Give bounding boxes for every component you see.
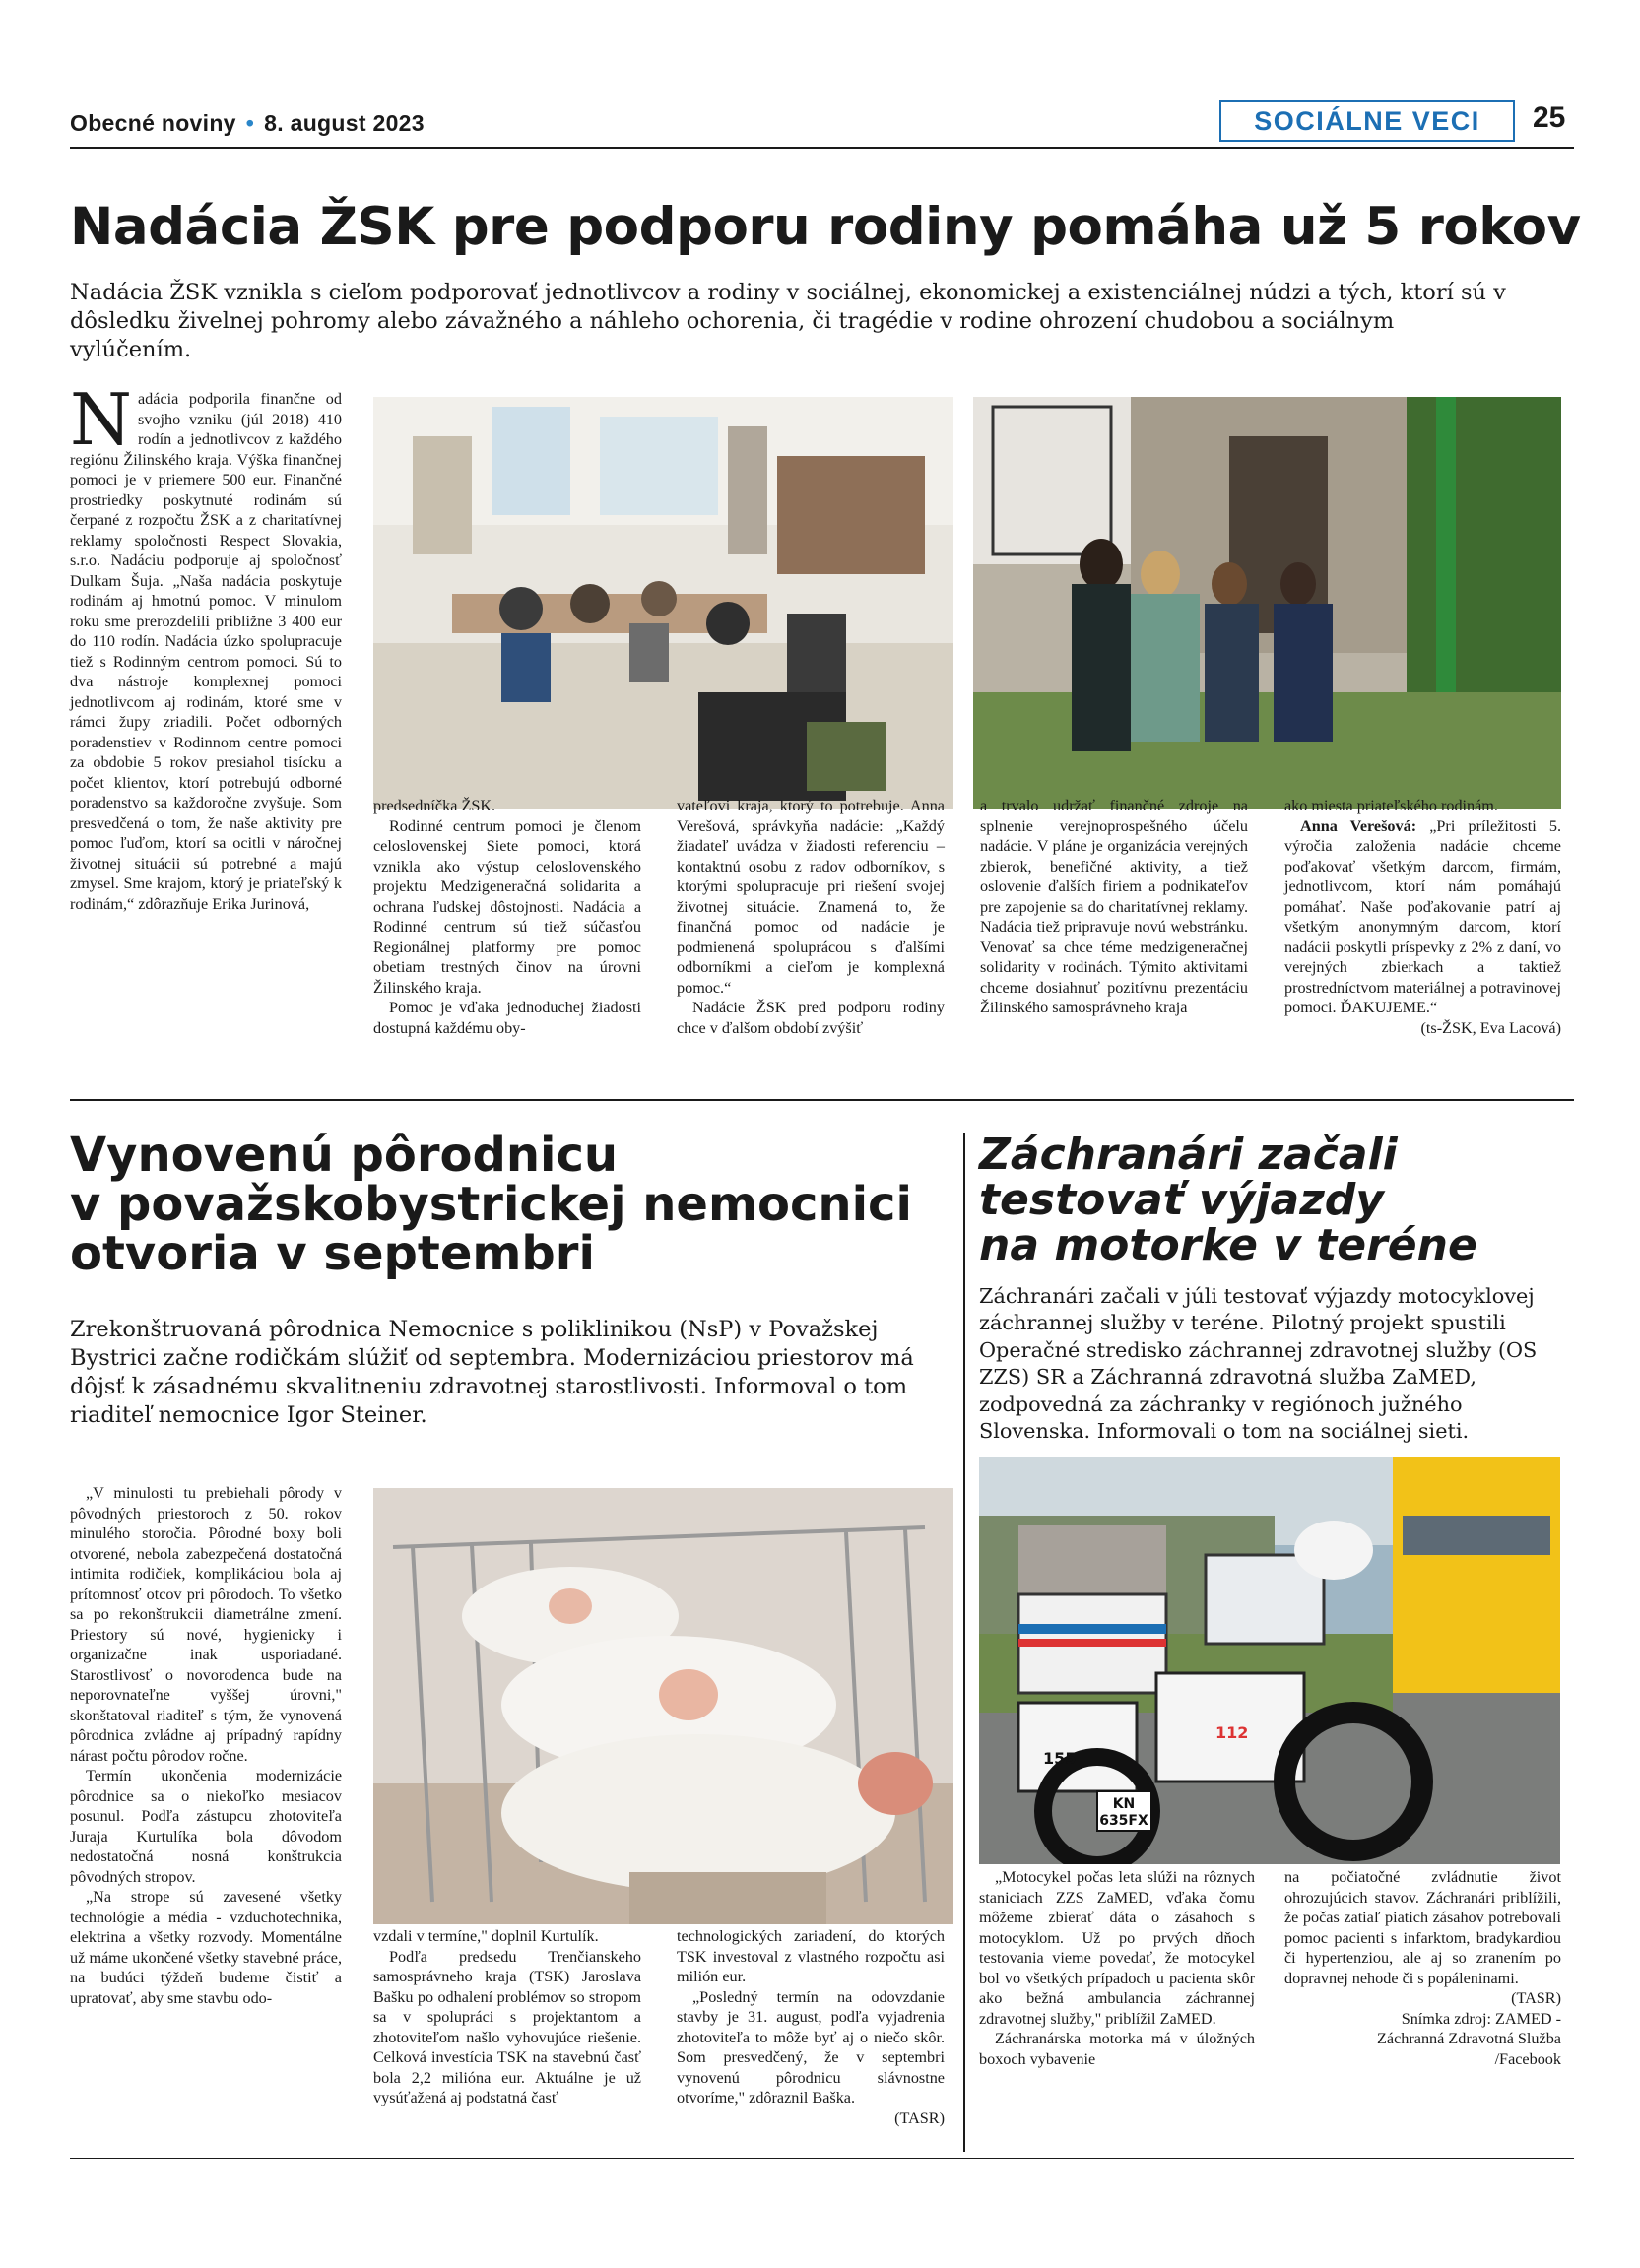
paragraph: Nadácie ŽSK pred podporu rodiny chce v ďalšom období zvýšiť xyxy=(677,999,945,1037)
paragraph: Podľa predsedu Trenčianskeho samosprávneho kraja (TSK) Jaroslava Bašku po odhalení problémov so stropom sa v spolupráci s projektantom a zhotoviteľom našlo vyhovujúce riešenie. Celková investícia TSK na stavebnú časť bola 2,2 milióna eur. Aktuálne je už vysúťažená aj podstatná časť xyxy=(373,1947,641,2106)
article2-col1 xyxy=(70,1483,342,2008)
article1-credit: (ts-ŽSK, Eva Lacová) xyxy=(1420,1018,1561,1037)
speaker-name: Anna Verešová: xyxy=(1300,816,1417,835)
article3-lead: Záchranári začali v júli testovať výjazdy motocyklovej záchrannej služby v teréne. Pilotný projekt spustili Operačné stredisko záchrannej zdravotnej služby (OS ZZS) SR a Záchranná zdravotná služba ZaMED, zodpovedná za záchranky v regiónoch južného Slovenska. Informovali o tom na sociálnej sieti. xyxy=(979,1284,1538,1444)
title-line: otvoria v septembri xyxy=(70,1226,595,1281)
title-line: v považskobystrickej nemocnici xyxy=(70,1177,912,1232)
paragraph: „Motocykel počas leta slúži na rôznych staniciach ZZS ZaMED, vďaka čomu môžeme zbierať dáta o zásahoch s motocyklom. Už po prvých dňoch testovania vieme povedať, že motocykel bol vo všetkých prípadoch u pacienta skôr ako bežná ambulancia záchrannej zdravotnej služby," priblížil ZaMED. xyxy=(979,1868,1255,2028)
paragraph: technologických zariadení, do ktorých TSK investoval z vlastného rozpočtu asi milión eur. xyxy=(677,1927,945,1985)
footer-rule xyxy=(70,2158,1574,2159)
article2-lead: Zrekonštruovaná pôrodnica Nemocnice s poliklinikou (NsP) v Považskej Bystrici začne rodičkám slúžiť od septembra. Modernizáciou priestorov má dôjsť k zásadnému skvalitneniu zdravotnej starostlivosti. Informoval o tom riaditeľ nemocnice Igor Steiner. xyxy=(70,1317,914,1428)
paragraph: predsedníčka ŽSK. xyxy=(373,797,496,814)
section-divider xyxy=(70,1099,1574,1101)
article1-col2 xyxy=(373,796,641,1038)
box-number: 155 xyxy=(1043,1749,1077,1768)
paragraph: Termín ukončenia modernizácie pôrodnice sa o niekoľko mesiacov posunul. Podľa zástupcu zhotoviteľa Juraja Kurtulíka bola dôvodom nedostatočná nosná konštrukcia pôvodných stropov. xyxy=(70,1767,342,1886)
paragraph: Rodinné centrum pomoci je členom celoslovenskej Siete pomoci, ktorá vznikla ako výstup celoslovenského projektu Medzigeneračná solidarita a ochrana ľudskej dôstojnosti. Nadácia a Rodinné centrum sú tiež súčasťou Regionálnej platformy pre pomoc obetiam trestných činov na úrovni Žilinského kraja. xyxy=(373,816,641,997)
title-line: Vynovenú pôrodnicu xyxy=(70,1128,619,1183)
paragraph: a trvalo udržať finančné zdroje na splnenie verejnoprospešného účelu nadácie. V pláne je organizácia verejných zbierok, benefičné aktivity, a tiež oslovenie ďalších firiem a podnikateľov pre zapojenie sa do charitatívnej reklamy. Nadácia tiež pripravuje novú webstránku. Venovať sa chce téme medzigeneračnej solidarity v rodinách. Týmito aktivitami chceme dosiahnuť pozitívnu prezentáciu Žilinského samosprávneho kraja xyxy=(980,797,1248,1016)
article3-col2 xyxy=(1284,1867,1561,2069)
bullet-icon: • xyxy=(245,110,255,136)
article2-credit: (TASR) xyxy=(894,2108,945,2127)
article1-title: Nadácia ŽSK pre podporu rodiny pomáha už 5 rokov xyxy=(70,197,1581,257)
photo-credit: Záchranná Zdravotná Služba xyxy=(1377,2030,1561,2047)
article2-col2 xyxy=(373,1926,641,2108)
section-badge: SOCIÁLNE VECI xyxy=(1219,100,1515,142)
article2-col3 xyxy=(677,1926,945,2128)
paragraph: vateľovi kraja, ktorý to potrebuje. Anna Verešová, správkyňa nadácie: „Každý žiadateľ uvádza v žiadosti referenciu – kontaktnú osobu z radov odborníkov, s ktorými spolupracuje pri riešení svojej životnej situácie. Znamená to, že finančná pomoc od nadácie je podmienená spoluprácou s ďalšími odborníkmi a cieľom je komplexná pomoc.“ xyxy=(677,797,945,997)
paragraph: na počiatočné zvládnutie život ohrozujúcich stavov. Záchranári priblížili, že počas zatiaľ piatich zásahov potrebovali pomoc pacienti s infarktom, bradykardiou či hypertenziou, ale aj so zranením po dopravnej nehode či s popáleninami. xyxy=(1284,1868,1561,1987)
header-rule xyxy=(70,147,1574,149)
page-number: 25 xyxy=(1533,101,1566,134)
paragraph: ako miesta priateľského rodinám. xyxy=(1284,797,1498,814)
article1-lead: Nadácia ŽSK vznikla s cieľom podporovať jednotlivcov a rodiny v sociálnej, ekonomickej a existenciálnej núdzi a tých, ktorí sú v dôsledku živelnej pohromy alebo závažného a náhleho ochorenia, či tragédie v rodine ohrození chudobou a sociálnym vylúčením. xyxy=(70,280,1506,362)
box-number: 112 xyxy=(1215,1723,1249,1742)
column-divider xyxy=(963,1133,965,2152)
article1-col1 xyxy=(70,378,342,914)
article1-col5 xyxy=(1284,796,1561,1038)
photo-family-center-interior xyxy=(373,397,953,809)
dropcap: N xyxy=(70,378,132,461)
paper-name: Obecné noviny xyxy=(70,110,236,136)
photo-credit: Snímka zdroj: ZAMED - xyxy=(1401,2009,1561,2028)
issue-date: 8. august 2023 xyxy=(264,110,425,136)
paragraph: „V minulosti tu prebiehali pôrody v pôvodných priestoroch z 50. rokov minulého storočia. Pôrodné boxy boli otvorené, nebola zabezpečená dostatočná intimita rodičiek, komplikáciou bola aj prítomnosť otcov pri pôrodoch. To všetko sa po rekonštrukcii diametrálne zmení. Priestory sú nové, hygienicky i organizačne inak usporiadané. Starostlivosť o novorodenca bude na neporovnateľne vyššej úrovni," skonštatoval riaditeľ s tým, že vynovená pôrodnica zvládne aj prípadný rapídny nárast počtu pôrodov ročne. xyxy=(70,1484,342,1765)
paragraph: Záchranárska motorka má v úložných boxoch vybavenie xyxy=(979,2030,1255,2068)
photo-newborns xyxy=(373,1488,953,1924)
paragraph: „Na strope sú zavesené všetky technológie a média - vzduchotechnika, elektrina a všetky rozvody. Momentálne už máme ukončené všetky stavebné práce, na budúci týždeň budeme čistiť a upratovať, aby sme stavbu odo- xyxy=(70,1888,342,2007)
photo-foundation-staff xyxy=(973,397,1561,809)
title-line: Záchranári začali xyxy=(979,1130,1398,1180)
article3-col1 xyxy=(979,1867,1255,2069)
masthead xyxy=(70,110,425,137)
article1-col3 xyxy=(677,796,945,1038)
article2-title xyxy=(70,1128,912,1281)
article3-title xyxy=(979,1130,1477,1270)
title-line: testovať výjazdy xyxy=(979,1175,1384,1225)
paragraph: Pomoc je vďaka jednoduchej žiadosti dostupná každému oby- xyxy=(373,999,641,1037)
photo-credit: /Facebook xyxy=(1494,2049,1561,2068)
article1-col4 xyxy=(980,796,1248,1018)
plate-line1: KN xyxy=(1112,1796,1136,1812)
plate-line2: 635FX xyxy=(1099,1813,1148,1829)
article3-credit: (TASR) xyxy=(1511,1989,1561,2007)
quote-text: „Pri príležitosti 5. výročia založenia nadácie chceme poďakovať všetkým darcom, firmám, jednotlivcom, ktorí nám pomáhajú pomáhať. Naše poďakovanie patrí aj všetkým anonymným darcom, ktorí nadácii poskytli príspevky z 2% z daní, vo verejných zbierkach a taktiež prostredníctvom materiálnej a potravinovej pomoci. ĎAKUJEME.“ xyxy=(1284,816,1561,1016)
article1-col1-text: adácia podporila finančne od svojho vzniku (júl 2018) 410 rodín a jednotlivcov z každého regiónu Žilinského kraja. Výška finančnej pomoci je v priemere 500 eur. Finančné prostriedky poskytnuté rodinám sú čerpané z rozpočtu ŽSK a z charitatívnej reklamy spoločnosti Respect Slovakia, s.r.o. Nadáciu podporuje aj spoločnosť Dulkam Šuja. „Naša nadácia poskytuje rodinám aj hmotnú pomoc. V minulom roku sme prerozdelili približne 3 400 eur do 110 rodín. Nadácia úzko spolupracuje tiež s Rodinným centrom pomoci. Sú to dva nástroje komplexnej pomoci jednotlivcom aj rodinám, ktoré sme v rámci župy zriadili. Počet odborných poradenstiev v Rodinnom centre pomoci za obdobie 5 rokov presiahol tisícku a počet klientov, ktorí potrebujú odborné poradenstvo sa každoročne zvyšuje. Som presvedčená o tom, že naše aktivity pre pomoc ľuďom, ktorí sa ocitli v náročnej životnej situácii sú potrebné a majú zmysel. Sme krajom, ktorý je priateľský k rodinám,“ zdôrazňuje Erika Jurinová, xyxy=(70,390,342,913)
paragraph: vzdali v termíne," doplnil Kurtulík. xyxy=(373,1927,599,1945)
paragraph: „Posledný termín na odovzdanie stavby je 31. august, podľa vyjadrenia zhotoviteľa to môže byť aj o niečo skôr. Som presvedčený, že v septembri vynovenú pôrodnicu slávnostne otvoríme," zdôraznil Baška. xyxy=(677,1987,945,2106)
photo-rescue-motorcycle xyxy=(979,1457,1560,1864)
title-line: na motorke v teréne xyxy=(979,1220,1477,1270)
